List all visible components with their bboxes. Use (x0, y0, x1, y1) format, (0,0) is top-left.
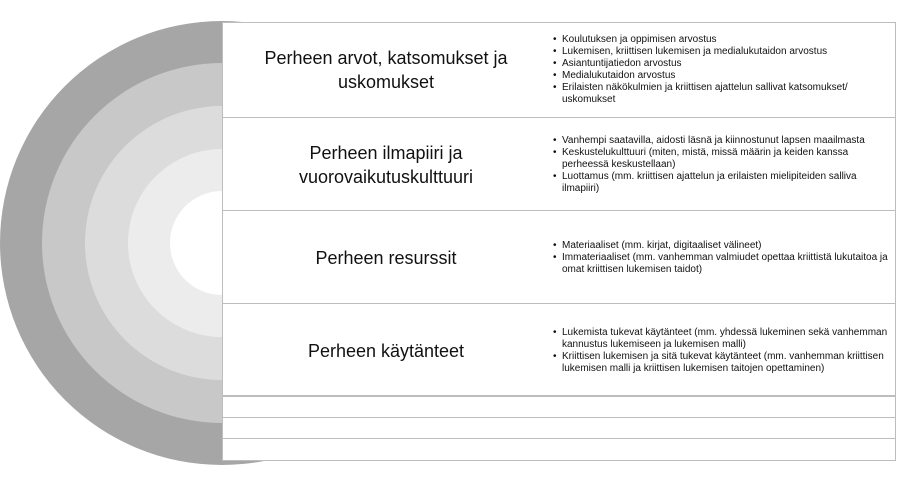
empty-row (222, 396, 896, 418)
empty-row (222, 439, 896, 461)
bullet-item: • Kriittisen lukemisen ja sitä tukevat käytänteet (mm. vanhemman kriittisen lukemisen malli ja kriittisen lukemisen taitojen opettaminen) (552, 351, 892, 375)
layer-heading-text: Perheen käytänteet (307, 340, 465, 361)
bullet-item: • Materiaaliset (mm. kirjat, digitaaliset välineet) (552, 240, 892, 252)
layer-bullets (552, 304, 892, 397)
layer-heading (222, 211, 550, 304)
bullet-item: • Keskustelukulttuuri (miten, mistä, missä määrin ja keiden kanssa perheessä keskustellaan) (552, 147, 892, 171)
layer-heading-text: Perheen resurssit (315, 247, 457, 268)
layer-heading (222, 22, 550, 117)
bullet-item: • Erilaisten näkökulmien ja kriittisen ajattelun sallivat katsomukset/ uskomukset (552, 82, 892, 106)
bullet-item: • Immateriaaliset (mm. vanhemman valmiudet opettaa kriittistä lukutaitoa ja omat kriittisen lukemisen taidot) (552, 252, 892, 276)
bullet-item: • Luottamus (mm. kriittisen ajattelun ja erilaisten mielipiteiden salliva ilmapiiri) (552, 171, 892, 195)
bullet-item: • Lukemisen, kriittisen lukemisen ja medialukutaidon arvostus (552, 46, 892, 58)
bullet-item: • Vanhempi saatavilla, aidosti läsnä ja kiinnostunut lapsen maailmasta (552, 135, 892, 147)
layer-bullets (552, 22, 892, 117)
layer-bullets (552, 118, 892, 211)
bullet-item: • Koulutuksen ja oppimisen arvostus (552, 34, 892, 46)
layer-row-practices (222, 303, 896, 396)
layer-row-values (222, 22, 896, 117)
layer-row-resources (222, 210, 896, 303)
layer-heading-text: Perheen arvot, katsomukset ja uskomukset (264, 47, 508, 92)
layer-row-climate (222, 117, 896, 210)
bullet-item: • Lukemista tukevat käytänteet (mm. yhdessä lukeminen sekä vanhemman kannustus lukemiseen ja lukemisen malli) (552, 327, 892, 351)
bullet-item: • Medialukutaidon arvostus (552, 70, 892, 82)
layer-heading (222, 118, 550, 211)
layer-bullets (552, 211, 892, 304)
bullet-item: • Asiantuntijatiedon arvostus (552, 58, 892, 70)
layer-heading-text: Perheen ilmapiiri ja vuorovaikutuskulttuuri (298, 142, 474, 187)
empty-row (222, 418, 896, 439)
layer-heading (222, 304, 550, 397)
